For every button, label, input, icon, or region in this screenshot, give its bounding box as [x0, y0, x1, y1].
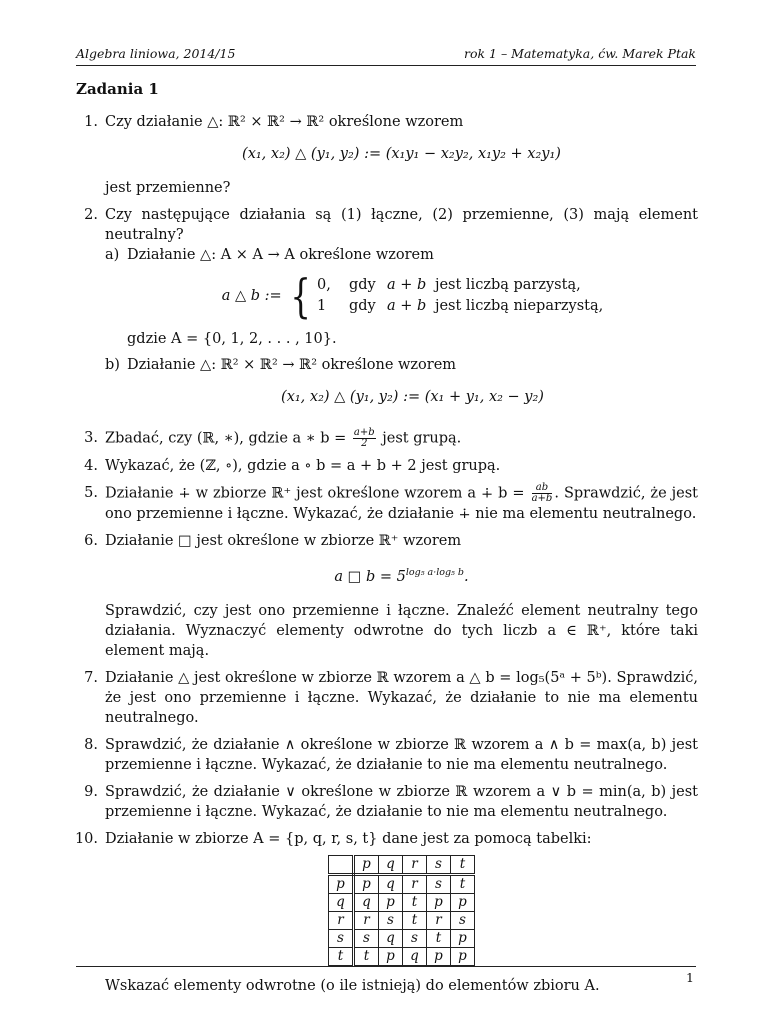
header-instructor: rok 1 – Matematyka, ćw. Marek Ptak: [463, 46, 696, 61]
table-row: [329, 893, 475, 911]
table-row: [329, 929, 475, 947]
table-row-label: r: [329, 911, 354, 929]
table-cell: q: [354, 893, 379, 911]
table-cell: t: [427, 929, 451, 947]
table-cell: p: [379, 893, 403, 911]
table-cell: t: [451, 855, 475, 874]
table-row: [329, 874, 475, 893]
brace-icon: {: [290, 269, 311, 323]
table-row-label: p: [329, 874, 354, 893]
problem-text: Zbadać, czy (ℝ, ∗), gdzie a ∗ b =: [105, 430, 347, 447]
problem-text: Czy następujące działania są (1) łączne, (2) przemienne, (3) mają element neutralny?: [105, 207, 698, 243]
table-cell: q: [379, 929, 403, 947]
table-cell: s: [427, 855, 451, 874]
formula: (x₁, x₂) △ (y₁, y₂) := (x₁y₁ − x₂y₂, x₁y₂ + x₂y₁): [242, 146, 561, 162]
problem-text-after: Wskazać elementy odwrotne (o ile istnieją) do elementów zbioru A.: [105, 977, 600, 994]
table-cell: p: [379, 947, 403, 965]
problem-text-after: jest grupą.: [382, 430, 462, 447]
table-cell: p: [354, 874, 379, 893]
subproblem-text: Działanie △: A × A → A określone wzorem: [127, 247, 434, 263]
page-header: [76, 46, 696, 66]
problem-number: 8.: [84, 736, 98, 753]
table-row-label: s: [329, 929, 354, 947]
problem-7: [74, 668, 698, 728]
subproblem-label: b): [105, 357, 120, 373]
table-cell: q: [379, 855, 403, 874]
formula: (x₁, x₂) △ (y₁, y₂) := (x₁ + y₁, x₂ − y₂): [281, 389, 544, 405]
piecewise-lhs: a △ b :=: [221, 288, 282, 304]
page-number: 1: [686, 970, 694, 985]
table-row: [329, 911, 475, 929]
table-cell: r: [354, 911, 379, 929]
table-cell: r: [427, 911, 451, 929]
problem-4: [74, 456, 698, 476]
problem-text: Wykazać, że (ℤ, ∘), gdzie a ∘ b = a + b + 2 jest grupą.: [105, 458, 501, 474]
table-cell: s: [427, 874, 451, 893]
problem-8: [74, 735, 698, 775]
subproblem-b: [105, 355, 698, 421]
problem-1: [74, 112, 698, 198]
footer-rule: [76, 966, 696, 967]
problem-number: 7.: [84, 669, 98, 686]
table-cell: t: [403, 911, 427, 929]
formula-exponent: log₅ a·log₅ b: [405, 567, 464, 578]
problem-number: 4.: [84, 458, 98, 474]
piecewise-definition: [127, 269, 698, 323]
table-cell: s: [354, 929, 379, 947]
page-title: Zadania 1: [76, 80, 159, 98]
set-definition: gdzie A = {0, 1, 2, . . . , 10}.: [127, 331, 337, 347]
table-row: [329, 947, 475, 965]
problem-number: 10.: [74, 830, 98, 847]
problem-number: 5.: [84, 485, 98, 501]
table-header-row: [329, 855, 475, 874]
problem-text: Sprawdzić, że działanie ∧ określone w zbiorze ℝ wzorem a ∧ b = max(a, b) jest przemienne i łączne. Wykazać, że działanie to nie ma elementu neutralnego.: [105, 736, 698, 773]
problem-number: 1.: [84, 114, 98, 130]
problem-list: [74, 112, 698, 1003]
formula: a □ $b = 5^{log_5 a\cdot log_5 b}$.: [334, 567, 469, 585]
table-cell: s: [403, 929, 427, 947]
table-cell: p: [451, 893, 475, 911]
problem-3: [74, 428, 698, 449]
problem-text-after: jest przemienne?: [105, 180, 231, 196]
table-cell: p: [451, 947, 475, 965]
table-cell: q: [379, 874, 403, 893]
table-row-label: [329, 855, 354, 874]
operation-table: [328, 855, 475, 966]
problem-number: 6.: [84, 533, 98, 549]
problem-10: [74, 829, 698, 996]
table-cell: t: [451, 874, 475, 893]
case-2: 1 gdy a + b jest liczbą nieparzystą,: [316, 298, 604, 314]
table-cell: p: [427, 947, 451, 965]
problem-6: [74, 531, 698, 661]
table-cell: p: [427, 893, 451, 911]
problem-number: 9.: [84, 783, 98, 800]
subproblem-label: a): [105, 247, 120, 263]
subproblem-a: [105, 245, 698, 349]
subproblem-text: Działanie △: ℝ² × ℝ² → ℝ² określone wzorem: [127, 357, 457, 373]
table-cell: p: [451, 929, 475, 947]
header-course: Algebra liniowa, 2014/15: [76, 46, 236, 61]
table-row-label: q: [329, 893, 354, 911]
problem-text: Działanie □ jest określone w zbiorze ℝ⁺ wzorem: [105, 533, 462, 549]
table-cell: p: [354, 855, 379, 874]
problem-text: Sprawdzić, że działanie ∨ określone w zbiorze ℝ wzorem a ∨ b = min(a, b) jest przemienne i łączne. Wykazać, że działanie to nie ma elementu neutralnego.: [105, 783, 698, 820]
table-cell: s: [451, 911, 475, 929]
problem-number: 3.: [84, 430, 98, 446]
problem-5: [74, 483, 698, 524]
fraction: $\frac{ab}{a+b}$: [531, 482, 553, 504]
problem-text: Działanie △ jest określone w zbiorze ℝ wzorem a △ b = log₅(5ᵃ + 5ᵇ). Sprawdzić, że jest ono przemienne i łączne. Wykazać, że działanie to nie ma elementu neutralnego.: [105, 669, 698, 726]
problem-2: [74, 205, 698, 421]
table-row-label: t: [329, 947, 354, 965]
case-1: 0, gdy a + b jest liczbą parzystą,: [316, 277, 581, 293]
problem-text: Działanie ∔ w zbiorze ℝ⁺ jest określone wzorem a ∔ b =: [105, 485, 525, 502]
table-cell: s: [379, 911, 403, 929]
table-cell: r: [403, 855, 427, 874]
problem-text: Czy działanie △: ℝ² × ℝ² → ℝ² określone wzorem: [105, 114, 464, 130]
problem-number: 2.: [84, 207, 98, 223]
problem-text-after: . Sprawdzić, że jest ono przemienne i łączne. Wykazać, że działanie ∔ nie ma elementu neutralnego.: [105, 485, 699, 522]
problem-text: Działanie w zbiorze A = {p, q, r, s, t} dane jest za pomocą tabelki:: [105, 830, 592, 847]
table-cell: t: [403, 893, 427, 911]
problem-text-after: Sprawdzić, czy jest ono przemienne i łączne. Znaleźć element neutralny tego działania. Wyznaczyć elementy odwrotne do tych liczb a ∈ ℝ⁺, które taki element mają.: [105, 602, 698, 659]
table-cell: q: [403, 947, 427, 965]
problem-9: [74, 782, 698, 822]
table-cell: r: [403, 874, 427, 893]
fraction: $\frac{a+b}{2}$: [353, 427, 375, 449]
table-cell: t: [354, 947, 379, 965]
